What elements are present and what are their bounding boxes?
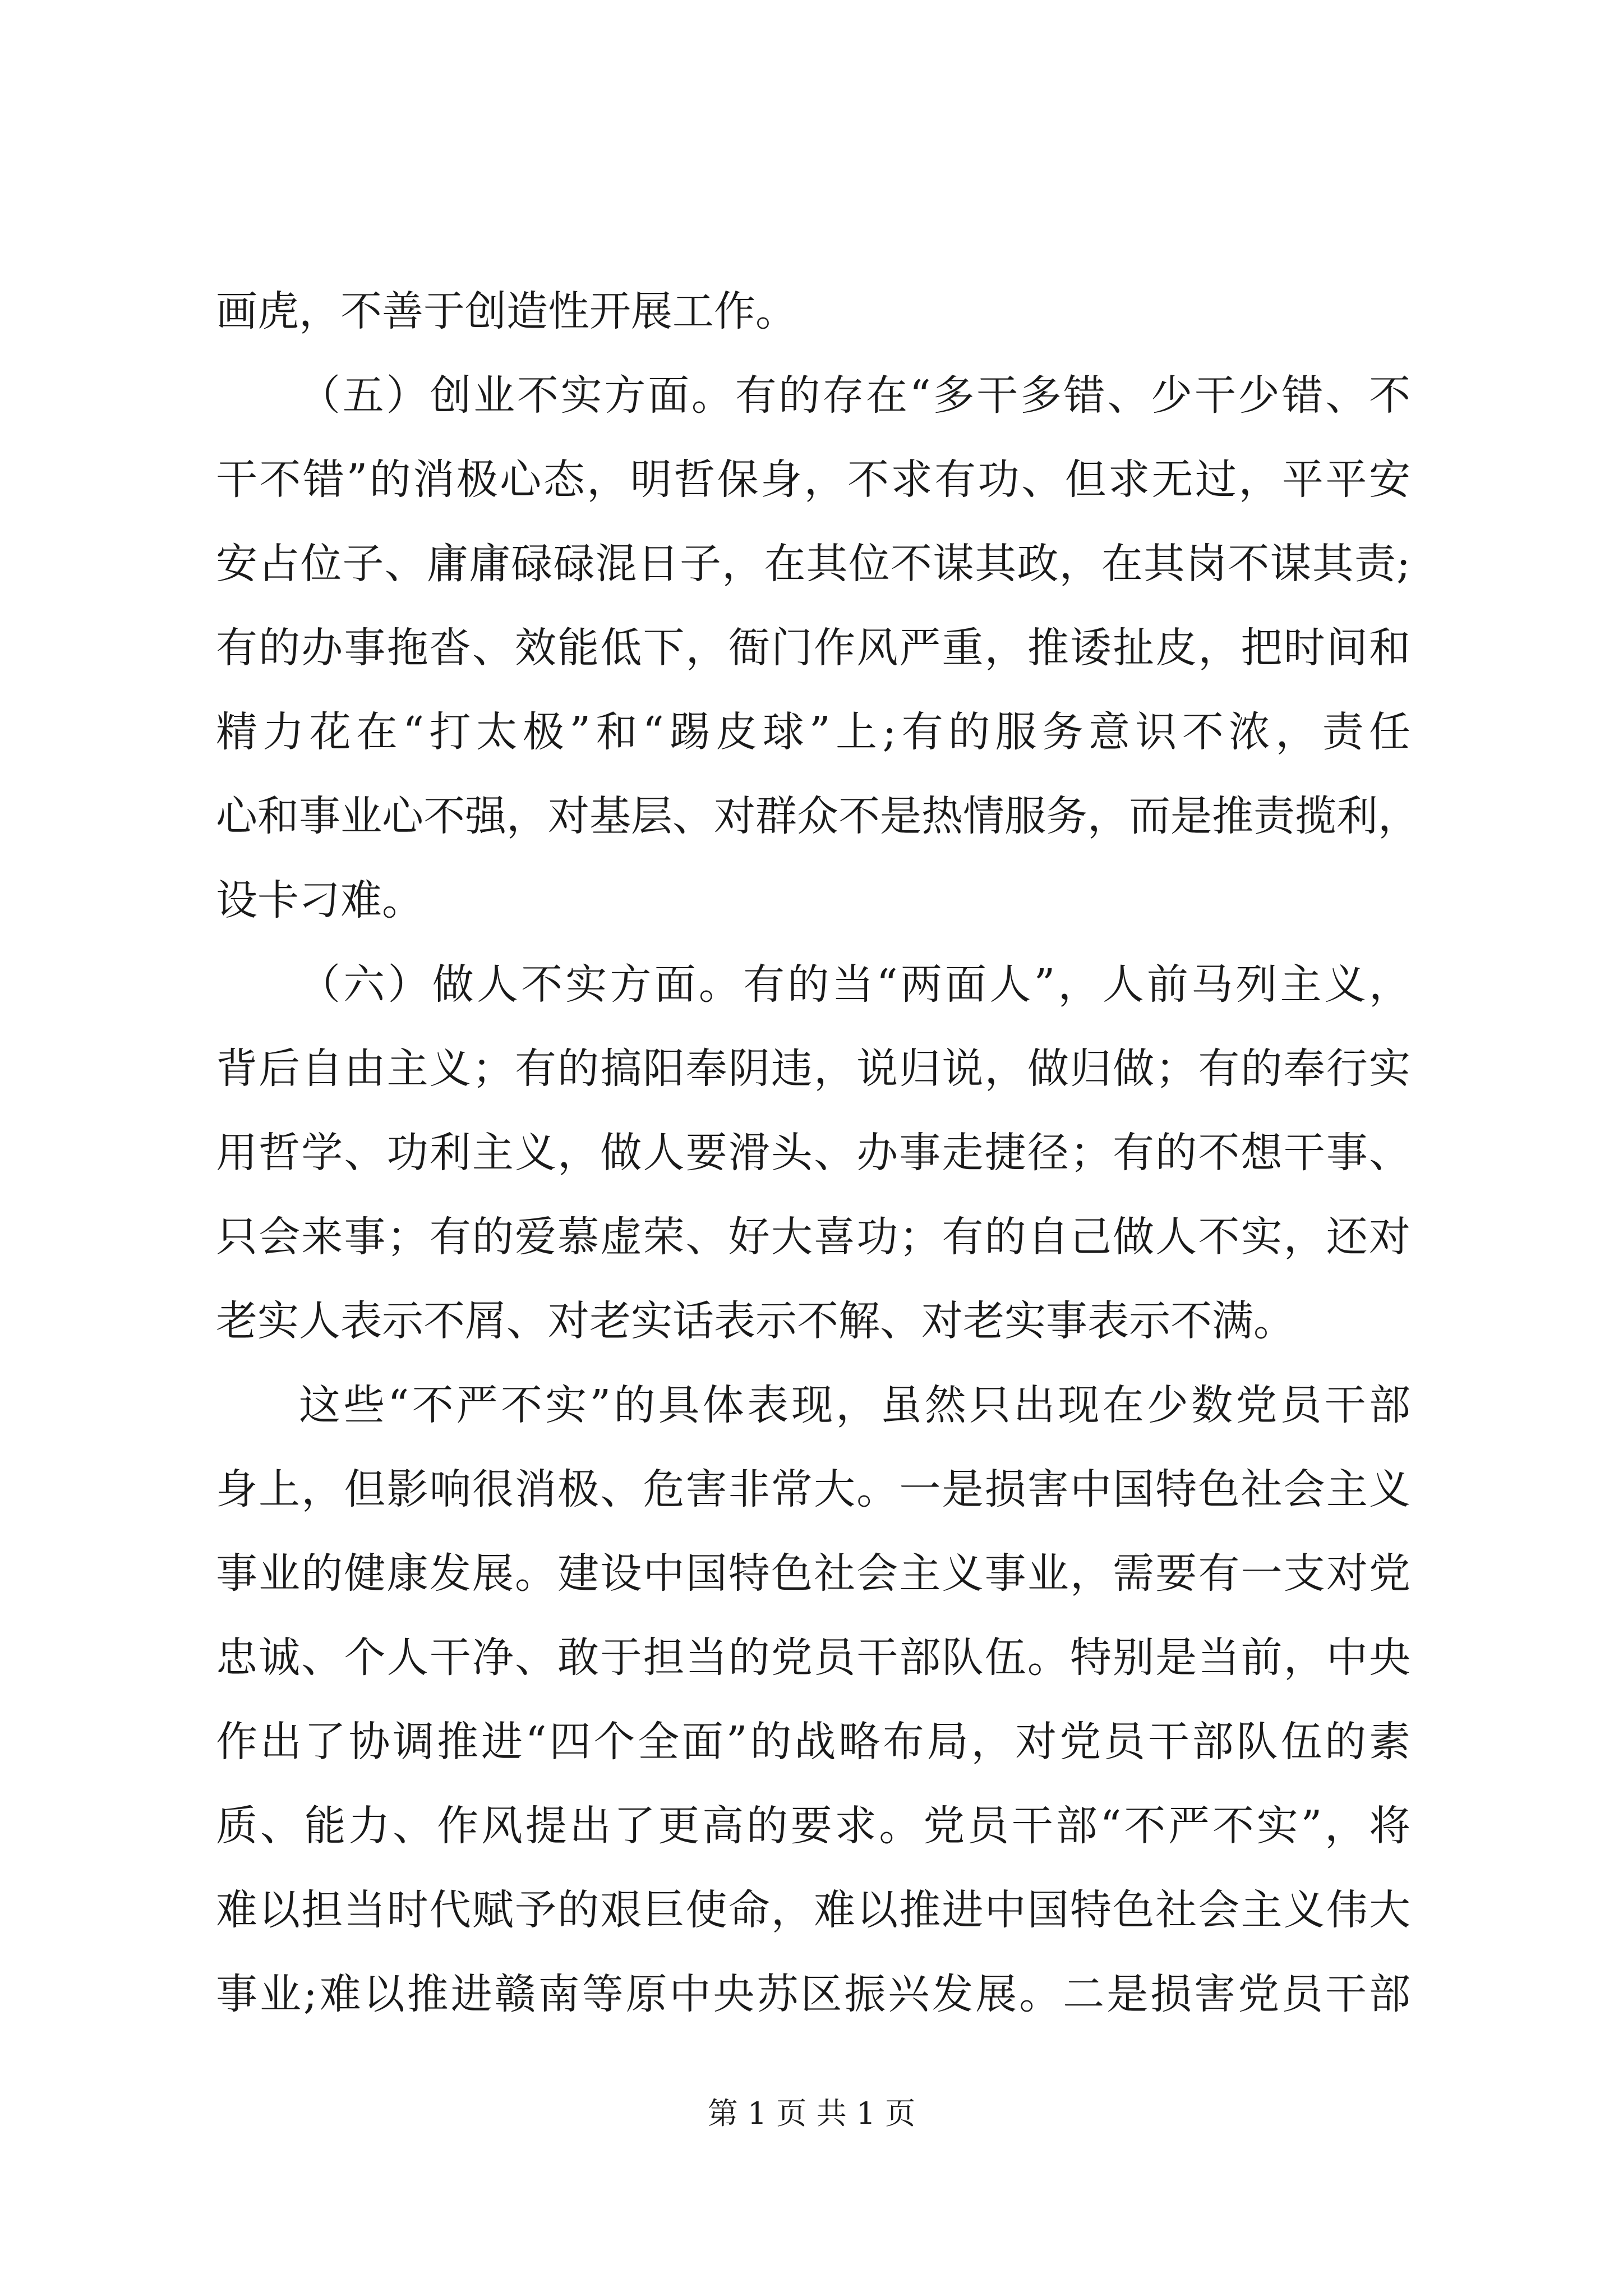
text-line: 只会来事；有的爱慕虚荣、好大喜功；有的自己做人不实，还对 <box>216 1213 1410 1261</box>
text-line: 身上，但影响很消极、危害非常大。一是损害中国特色社会主义 <box>216 1465 1410 1513</box>
text-line: 背后自由主义；有的搞阳奉阴违，说归说，做归做；有的奉行实 <box>216 1045 1410 1093</box>
text-line: 设卡刁难。 <box>216 876 423 924</box>
paragraph-start-line: （五）创业不实方面。有的存在“多干多错、少干少错、不 <box>299 371 1410 420</box>
text-line: 画虎，不善于创造性开展工作。 <box>216 287 797 335</box>
text-line: 作出了协调推进“四个全面”的战略布局，对党员干部队伍的素 <box>216 1718 1410 1766</box>
text-line: 有的办事拖沓、效能低下，衙门作风严重，推诿扯皮，把时间和 <box>216 624 1410 672</box>
text-line: 质、能力、作风提出了更高的要求。党员干部“不严不实”，将 <box>216 1802 1410 1850</box>
text-line: 老实人表示不屑、对老实话表示不解、对老实事表示不满。 <box>216 1297 1295 1345</box>
text-line: 精力花在“打太极”和“踢皮球”上;有的服务意识不浓，责任 <box>216 708 1410 756</box>
text-line: 干不错”的消极心态，明哲保身，不求有功、但求无过，平平安 <box>216 455 1410 504</box>
paragraph-start-line: （六）做人不实方面。有的当“两面人”，人前马列主义， <box>299 960 1410 1009</box>
text-line: 用哲学、功利主义，做人要滑头、办事走捷径；有的不想干事、 <box>216 1129 1410 1177</box>
text-line: 安占位子、庸庸碌碌混日子，在其位不谋其政，在其岗不谋其责; <box>216 540 1410 588</box>
text-line: 事业;难以推进赣南等原中央苏区振兴发展。二是损害党员干部 <box>216 1970 1410 2018</box>
page-number-footer: 第 1 页 共 1 页 <box>707 2096 916 2131</box>
text-line: 心和事业心不强，对基层、对群众不是热情服务，而是推责揽利， <box>216 792 1419 840</box>
paragraph-start-line: 这些“不严不实”的具体表现，虽然只出现在少数党员干部 <box>299 1381 1410 1429</box>
text-line: 事业的健康发展。建设中国特色社会主义事业，需要有一支对党 <box>216 1549 1410 1598</box>
text-line: 难以担当时代赋予的艰巨使命，难以推进中国特色社会主义伟大 <box>216 1886 1410 1934</box>
text-line: 忠诚、个人干净、敢于担当的党员干部队伍。特别是当前，中央 <box>216 1634 1410 1682</box>
